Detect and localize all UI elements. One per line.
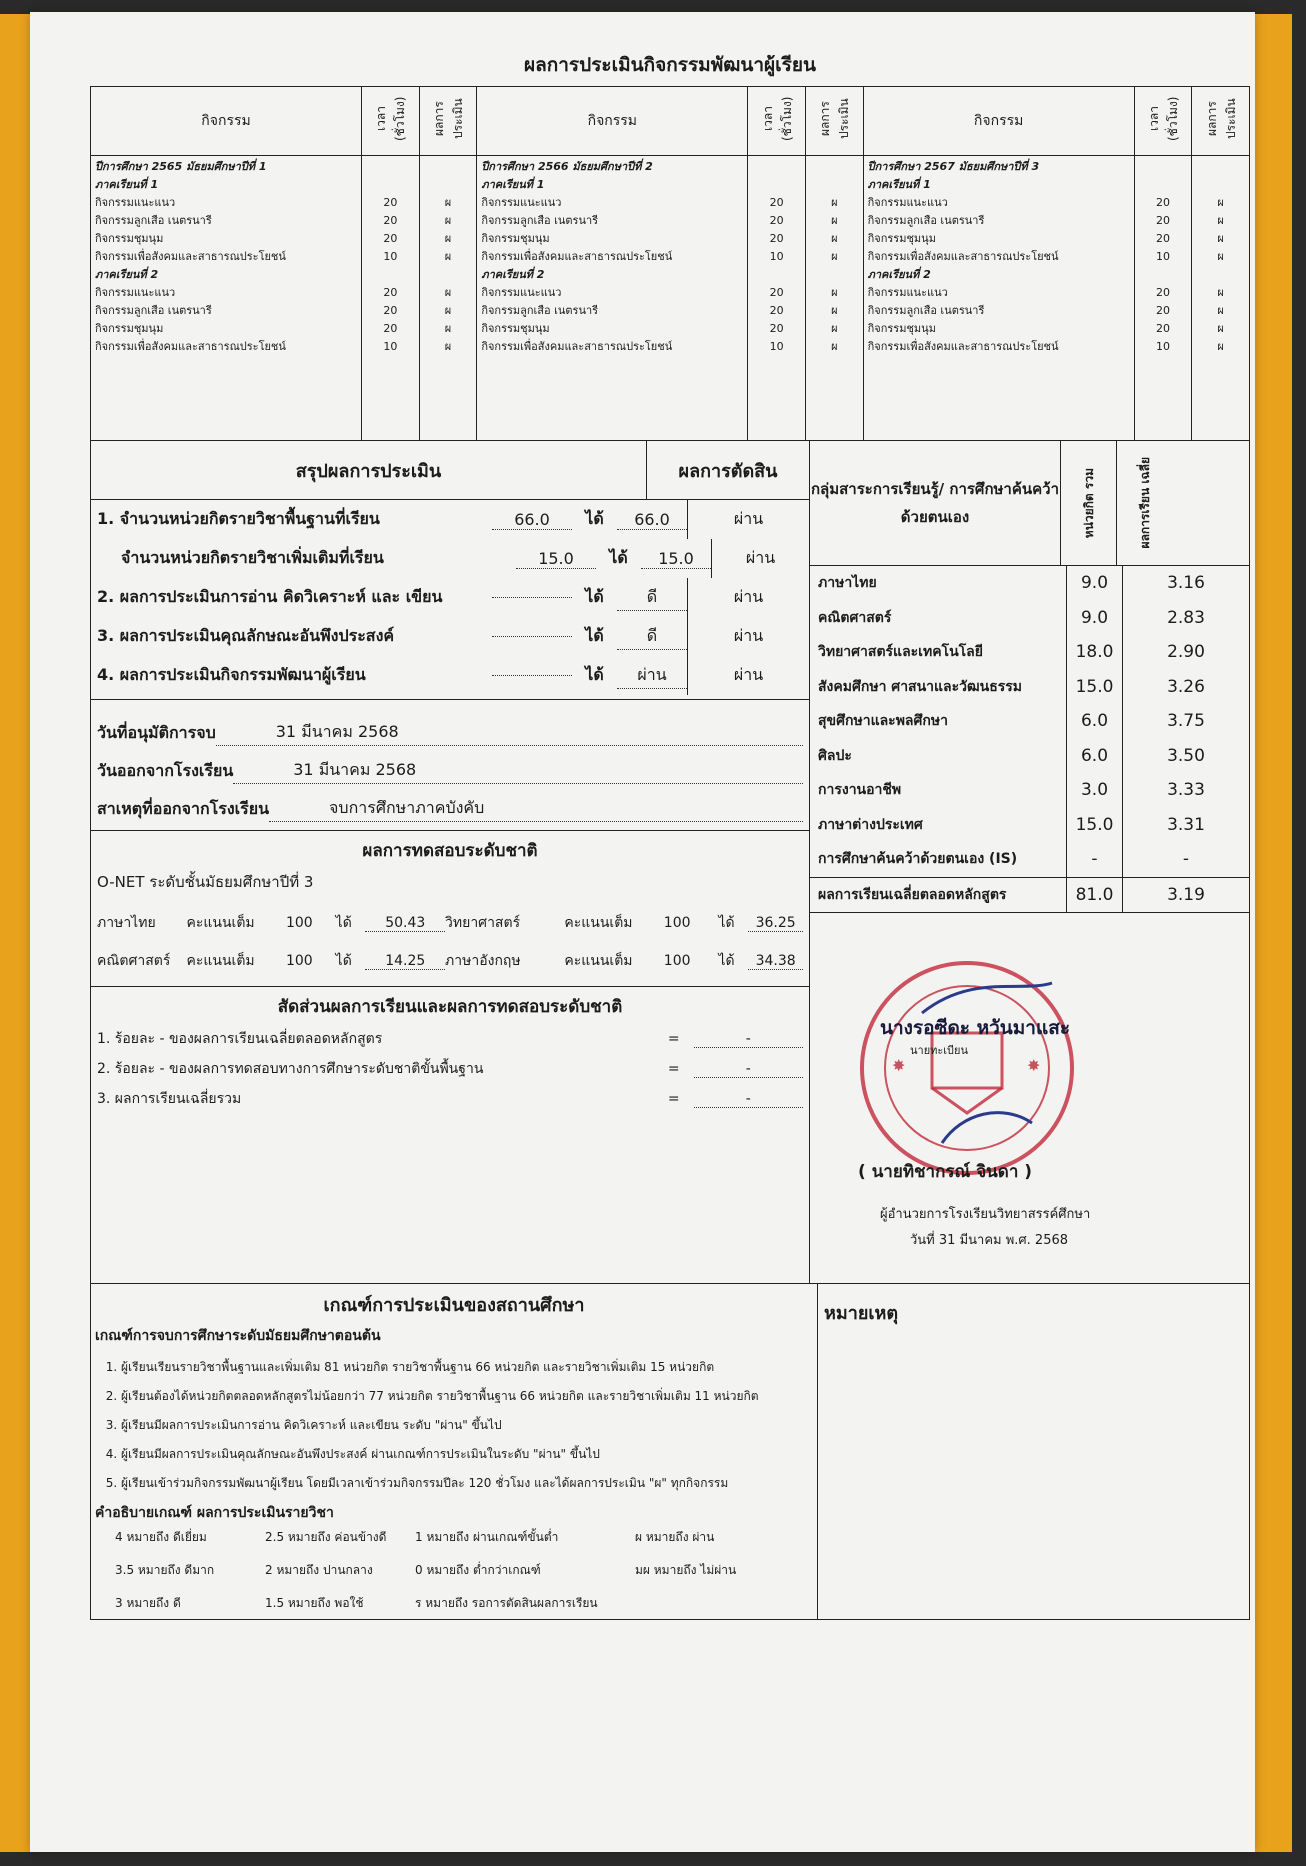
summary-decision: ผ่าน xyxy=(687,500,809,539)
year-heading: ปีการศึกษา 2566 มัธยมศึกษาปีที่ 2 xyxy=(481,160,653,173)
ratio-heading: สัดส่วนผลการเรียนและผลการทดสอบระดับชาติ xyxy=(277,997,623,1017)
activity-result: ผ xyxy=(1217,214,1224,227)
onet-full: คะแนนเต็ม xyxy=(186,915,255,931)
ratio-row xyxy=(97,1024,803,1054)
summary-value-2: 66.0 xyxy=(617,510,687,530)
activity-result: ผ xyxy=(831,322,838,335)
spacer xyxy=(1139,176,1188,194)
year-2565-results xyxy=(419,156,477,441)
spacer xyxy=(1196,266,1245,284)
activity-result: ผ xyxy=(1217,196,1224,209)
ratio-row xyxy=(97,1054,803,1084)
year-2566-names xyxy=(477,156,748,441)
onet-subtitle: O-NET ระดับชั้นมัธยมศึกษาปีที่ 3 xyxy=(97,873,314,891)
onet-row xyxy=(97,904,803,942)
summary-heading: สรุปผลการประเมิน xyxy=(91,441,647,499)
subject-grade: 3.33 xyxy=(1167,780,1205,801)
grade-row xyxy=(810,635,1249,670)
leave-reason-label: สาเหตุที่ออกจากโรงเรียน xyxy=(97,799,270,818)
activity-name: กิจกรรมชุมนุม xyxy=(95,232,164,245)
grade-total-row xyxy=(810,877,1249,914)
activity-result: ผ xyxy=(444,322,452,335)
svg-text:✸: ✸ xyxy=(892,1056,906,1075)
activity-hours: 20 xyxy=(383,196,398,209)
activity-name: กิจกรรมเพื่อสังคมและสาธารณประโยชน์ xyxy=(867,340,1059,353)
onet-row xyxy=(97,942,803,980)
summary-got: ได้ xyxy=(609,548,628,567)
legend-item: 3 หมายถึง ดี xyxy=(115,1596,181,1610)
activity-result: ผ xyxy=(831,214,838,227)
grade-row xyxy=(810,739,1249,774)
subject-name: คณิตศาสตร์ xyxy=(810,601,1067,636)
onet-s1: คณิตศาสตร์ xyxy=(97,953,171,969)
subject-name: การงานอาชีพ xyxy=(810,773,1067,808)
spacer xyxy=(366,266,415,284)
semester-label: ภาคเรียนที่ 1 xyxy=(95,178,159,191)
leave-date-value: 31 มีนาคม 2568 xyxy=(233,758,803,784)
legend-item: 2.5 หมายถึง ค่อนข้างดี xyxy=(265,1530,387,1544)
activity-name: กิจกรรมชุมนุม xyxy=(867,322,936,335)
summary-got: ได้ xyxy=(585,665,604,684)
summary-row xyxy=(91,617,809,656)
page-title: ผลการประเมินกิจกรรมพัฒนาผู้เรียน xyxy=(523,54,816,76)
leave-reason-value: จบการศึกษาภาคบังคับ xyxy=(269,796,803,822)
ratio-section xyxy=(91,986,809,1120)
onet-got: ได้ xyxy=(335,915,352,931)
director-name: ( นายทิชากรณ์ จินดา ) xyxy=(858,1162,1033,1182)
right-border xyxy=(1292,0,1306,1866)
criteria-item: 2. ผู้เรียนต้องได้หน่วยกิตตลอดหลักสูตรไม่น้อยกว่า 77 หน่วยกิต รายวิชาพื้นฐาน 66 หน่วยกิต และรายวิชาเพิ่มเติม 11 หน่วยกิต xyxy=(121,1382,813,1411)
activity-name: กิจกรรมแนะแนว xyxy=(867,196,948,209)
onet-g2: 36.25 xyxy=(748,915,803,932)
spacer xyxy=(810,266,859,284)
activity-name: กิจกรรมเพื่อสังคมและสาธารณประโยชน์ xyxy=(867,250,1059,263)
summary-row xyxy=(91,500,809,539)
activity-name: กิจกรรมแนะแนว xyxy=(481,196,562,209)
activity-hours: 20 xyxy=(769,214,784,227)
registrar-title: นายทะเบียน xyxy=(910,1044,969,1057)
col-result-2: ผลการประเมิน xyxy=(805,87,863,156)
subject-name: ศิลปะ xyxy=(810,739,1067,774)
director-title: ผู้อำนวยการโรงเรียนวิทยาสรรค์ศึกษา xyxy=(880,1207,1091,1222)
grade-total-credit: 81.0 xyxy=(1067,878,1123,913)
grade-total-label: ผลการเรียนเฉลี่ยตลอดหลักสูตร xyxy=(810,878,1067,913)
subject-credit: 6.0 xyxy=(1067,739,1123,774)
summary-value-2: 15.0 xyxy=(641,549,711,569)
col-time-3: เวลา (ชั่วโมง) xyxy=(1134,87,1192,156)
year-2566-results xyxy=(805,156,863,441)
grade-row xyxy=(810,566,1249,601)
subject-name: การศึกษาค้นคว้าด้วยตนเอง (IS) xyxy=(810,842,1067,877)
year-2565-names xyxy=(91,156,362,441)
semester-label: ภาคเรียนที่ 2 xyxy=(95,268,159,281)
summary-row xyxy=(91,578,809,617)
criteria-list xyxy=(95,1353,813,1498)
activity-name: กิจกรรมชุมนุม xyxy=(95,322,164,335)
summary-row xyxy=(91,656,809,695)
legend-item: 2 หมายถึง ปานกลาง xyxy=(265,1563,373,1577)
activity-name: กิจกรรมชุมนุม xyxy=(481,322,550,335)
activity-result: ผ xyxy=(444,304,452,317)
activity-hours: 20 xyxy=(383,232,398,245)
summary-got: ได้ xyxy=(585,509,604,528)
onet-g1: 14.25 xyxy=(365,953,445,970)
subject-grade: 2.83 xyxy=(1167,607,1205,628)
subject-name: ภาษาไทย xyxy=(810,566,1067,601)
onet-got: ได้ xyxy=(718,953,735,969)
leave-date-label: วันออกจากโรงเรียน xyxy=(97,761,234,780)
spacer xyxy=(1139,266,1188,284)
summary-decision: ผ่าน xyxy=(687,617,809,656)
year-2565-hours xyxy=(362,156,420,441)
grade-row xyxy=(810,773,1249,808)
spacer xyxy=(1196,158,1245,176)
subject-name: วิทยาศาสตร์และเทคโนโลยี xyxy=(810,635,1067,670)
legend-item: 1.5 หมายถึง พอใช้ xyxy=(265,1596,364,1610)
activity-result: ผ xyxy=(444,250,452,263)
activity-hours: 20 xyxy=(1155,196,1170,209)
grade-row xyxy=(810,601,1249,636)
grade-row xyxy=(810,704,1249,739)
activity-name: กิจกรรมลูกเสือ เนตรนารี xyxy=(95,304,212,317)
grades-column xyxy=(810,441,1249,1283)
subject-credit: 9.0 xyxy=(1067,601,1123,636)
legend-item xyxy=(635,1594,785,1613)
activity-name: กิจกรรมชุมนุม xyxy=(867,232,936,245)
activity-hours: 20 xyxy=(1155,286,1170,299)
subject-credit: 15.0 xyxy=(1067,670,1123,705)
activity-result: ผ xyxy=(1217,322,1224,335)
semester-label: ภาคเรียนที่ 2 xyxy=(867,268,931,281)
col-activity-3: กิจกรรม xyxy=(863,87,1134,156)
activity-hours: 20 xyxy=(1155,232,1170,245)
document-body xyxy=(90,50,1250,1620)
activity-hours: 20 xyxy=(769,196,784,209)
grade-row xyxy=(810,842,1249,877)
summary-label: 4. ผลการประเมินกิจกรรมพัฒนาผู้เรียน xyxy=(97,665,366,684)
activity-hours: 10 xyxy=(769,250,784,263)
activity-hours: 10 xyxy=(769,340,784,353)
credit-heading: หน่วยกิต รวม xyxy=(1061,441,1117,565)
criteria-item: 5. ผู้เรียนเข้าร่วมกิจกรรมพัฒนาผู้เรียน โดยมีเวลาเข้าร่วมกิจกรรมปีละ 120 ชั่วโมง และได้ผลการประเมิน "ผ" ทุกกิจกรรม xyxy=(121,1469,813,1498)
legend-item: มผ หมายถึง ไม่ผ่าน xyxy=(635,1563,737,1577)
activity-hours: 10 xyxy=(1155,250,1170,263)
year-2566-hours xyxy=(748,156,806,441)
activity-result: ผ xyxy=(1217,340,1224,353)
grade-row xyxy=(810,670,1249,705)
activity-result: ผ xyxy=(831,286,838,299)
activity-name: กิจกรรมชุมนุม xyxy=(481,232,550,245)
summary-value-2: ดี xyxy=(617,624,687,650)
ratio-text: 1. ร้อยละ - ของผลการเรียนเฉลี่ยตลอดหลักสูตร xyxy=(97,1031,383,1047)
criteria-left xyxy=(91,1284,818,1619)
summary-got: ได้ xyxy=(585,587,604,606)
col-activity-1: กิจกรรม xyxy=(91,87,362,156)
subject-credit: - xyxy=(1067,842,1123,877)
criteria-section xyxy=(90,1284,1250,1620)
ratio-row xyxy=(97,1084,803,1114)
activity-result: ผ xyxy=(444,196,452,209)
activity-hours: 20 xyxy=(383,286,398,299)
subject-credit: 3.0 xyxy=(1067,773,1123,808)
onet-f1: 100 xyxy=(285,953,313,969)
approve-date-label: วันที่อนุมัติการจบ xyxy=(97,723,216,742)
summary-value-1 xyxy=(492,675,572,676)
summary-rows xyxy=(91,500,809,699)
spacer xyxy=(424,158,473,176)
summary-row xyxy=(91,539,809,578)
onet-heading: ผลการทดสอบระดับชาติ xyxy=(362,841,538,861)
summary-decision: ผ่าน xyxy=(711,539,809,578)
subject-credit: 15.0 xyxy=(1067,808,1123,843)
school-seal xyxy=(852,953,1082,1183)
ratio-text: 3. ผลการเรียนเฉลี่ยรวม xyxy=(97,1091,242,1107)
subject-name: ภาษาต่างประเทศ xyxy=(810,808,1067,843)
spacer xyxy=(424,266,473,284)
activity-result: ผ xyxy=(831,304,838,317)
activity-name: กิจกรรมลูกเสือ เนตรนารี xyxy=(867,304,985,317)
registrar-name: นางรอซีดะ หวันมาแสะ xyxy=(880,1017,1071,1039)
activity-hours: 20 xyxy=(769,286,784,299)
activity-name: กิจกรรมเพื่อสังคมและสาธารณประโยชน์ xyxy=(481,250,673,263)
activity-result: ผ xyxy=(1217,232,1224,245)
activity-result: ผ xyxy=(1217,286,1224,299)
activity-result: ผ xyxy=(444,340,452,353)
activity-name: กิจกรรมเพื่อสังคมและสาธารณประโยชน์ xyxy=(481,340,673,353)
legend-item: 1 หมายถึง ผ่านเกณฑ์ขั้นต่ำ xyxy=(415,1530,559,1544)
summary-value-1 xyxy=(492,597,572,598)
col-result-1: ผลการประเมิน xyxy=(419,87,477,156)
onet-full: คะแนนเต็ม xyxy=(564,953,633,969)
subject-grade: 3.16 xyxy=(1167,573,1205,594)
activity-name: กิจกรรมลูกเสือ เนตรนารี xyxy=(481,304,599,317)
onet-f1: 100 xyxy=(285,915,313,931)
activity-hours: 10 xyxy=(383,250,398,263)
legend-item: 0 หมายถึง ต่ำกว่าเกณฑ์ xyxy=(415,1563,541,1577)
activity-result: ผ xyxy=(831,232,838,245)
legend-item: 4 หมายถึง ดีเยี่ยม xyxy=(115,1530,207,1544)
ratio-equals: = xyxy=(667,1061,680,1077)
bottom-border xyxy=(0,1852,1306,1866)
activity-result: ผ xyxy=(1217,250,1224,263)
grades-heading: กลุ่มสาระการเรียนรู้/ การศึกษาค้นคว้าด้วยตนเอง xyxy=(810,441,1061,565)
activity-table xyxy=(90,86,1250,441)
col-result-3: ผลการประเมิน xyxy=(1192,87,1250,156)
onet-rows xyxy=(97,904,803,980)
onet-s2: วิทยาศาสตร์ xyxy=(445,915,521,931)
decision-heading: ผลการตัดสิน xyxy=(678,460,778,482)
subject-grade: 3.26 xyxy=(1167,676,1205,697)
grade-row xyxy=(810,808,1249,843)
approve-date-row xyxy=(97,708,803,746)
grade-rows xyxy=(810,566,1249,877)
year-2567-hours xyxy=(1134,156,1192,441)
subject-grade: - xyxy=(1182,849,1190,870)
spacer xyxy=(366,158,415,176)
subject-name: สุขศึกษาและพลศึกษา xyxy=(810,704,1067,739)
summary-header xyxy=(91,441,809,500)
activity-hours: 20 xyxy=(769,232,784,245)
summary-column xyxy=(91,441,810,1283)
onet-section xyxy=(91,830,809,986)
legend-item: 3.5 หมายถึง ดีมาก xyxy=(115,1563,215,1577)
legend-item: ร หมายถึง รอการตัดสินผลการเรียน xyxy=(415,1596,598,1610)
summary-decision: ผ่าน xyxy=(687,578,809,617)
year-heading: ปีการศึกษา 2565 มัธยมศึกษาปีที่ 1 xyxy=(95,160,267,173)
onet-f2: 100 xyxy=(663,953,691,969)
spacer xyxy=(810,158,859,176)
ratio-equals: = xyxy=(667,1031,680,1047)
activity-hours: 20 xyxy=(383,304,398,317)
activity-result: ผ xyxy=(444,232,452,245)
subject-grade: 2.90 xyxy=(1167,642,1205,663)
summary-value-1: 15.0 xyxy=(516,549,596,569)
onet-g2: 34.38 xyxy=(748,953,803,970)
spacer xyxy=(810,176,859,194)
activity-result: ผ xyxy=(831,250,838,263)
summary-decision: ผ่าน xyxy=(687,656,809,695)
signature-date: วันที่ 31 มีนาคม พ.ศ. 2568 xyxy=(910,1233,1069,1248)
activity-hours: 20 xyxy=(383,322,398,335)
grade-legend xyxy=(95,1528,813,1613)
remarks-box xyxy=(818,1284,1249,1619)
activity-name: กิจกรรมลูกเสือ เนตรนารี xyxy=(95,214,212,227)
summary-label: จำนวนหน่วยกิตรายวิชาเพิ่มเติมที่เรียน xyxy=(121,548,384,567)
summary-label: 2. ผลการประเมินการอ่าน คิดวิเคราะห์ และ เขียน xyxy=(97,587,443,606)
onet-s2: ภาษาอังกฤษ xyxy=(445,953,521,969)
year-2567-results xyxy=(1192,156,1250,441)
criteria-item: 3. ผู้เรียนมีผลการประเมินการอ่าน คิดวิเคราะห์ และเขียน ระดับ "ผ่าน" ขึ้นไป xyxy=(121,1411,813,1440)
criteria-item: 1. ผู้เรียนเรียนรายวิชาพื้นฐานและเพิ่มเติม 81 หน่วยกิต รายวิชาพื้นฐาน 66 หน่วยกิต และรายวิชาเพิ่มเติม 15 หน่วยกิต xyxy=(121,1353,813,1382)
spacer xyxy=(366,176,415,194)
spacer xyxy=(752,158,801,176)
col-time-2: เวลา (ชั่วโมง) xyxy=(748,87,806,156)
activity-name: กิจกรรมลูกเสือ เนตรนารี xyxy=(481,214,599,227)
activity-hours: 20 xyxy=(383,214,398,227)
subject-credit: 6.0 xyxy=(1067,704,1123,739)
subject-grade: 3.50 xyxy=(1167,745,1205,766)
document-paper xyxy=(30,12,1255,1852)
ratio-value: - xyxy=(694,1061,803,1078)
summary-got: ได้ xyxy=(585,626,604,645)
activity-name: กิจกรรมแนะแนว xyxy=(867,286,948,299)
criteria-item: 4. ผู้เรียนมีผลการประเมินคุณลักษณะอันพึงประสงค์ ผ่านเกณฑ์การประเมินในระดับ "ผ่าน" ขึ้นไป xyxy=(121,1440,813,1469)
semester-label: ภาคเรียนที่ 1 xyxy=(481,178,545,191)
activity-hours: 20 xyxy=(1155,322,1170,335)
summary-value-2: ดี xyxy=(617,585,687,611)
dates-section xyxy=(91,699,809,830)
summary-label: 1. จำนวนหน่วยกิตรายวิชาพื้นฐานที่เรียน xyxy=(97,509,380,528)
activity-name: กิจกรรมลูกเสือ เนตรนารี xyxy=(867,214,985,227)
year-2567-names xyxy=(863,156,1134,441)
onet-g1: 50.43 xyxy=(365,915,445,932)
semester-label: ภาคเรียนที่ 1 xyxy=(867,178,931,191)
leave-reason-row xyxy=(97,784,803,822)
activity-hours: 20 xyxy=(769,304,784,317)
activity-name: กิจกรรมเพื่อสังคมและสาธารณประโยชน์ xyxy=(95,250,286,263)
spacer xyxy=(424,176,473,194)
approve-date-value: 31 มีนาคม 2568 xyxy=(216,720,803,746)
spacer xyxy=(1139,158,1188,176)
ratio-value: - xyxy=(694,1091,803,1108)
activity-result: ผ xyxy=(831,340,838,353)
onet-full: คะแนนเต็ม xyxy=(564,915,633,931)
onet-s1: ภาษาไทย xyxy=(97,915,156,931)
grade-heading: ผลการเรียน เฉลี่ย xyxy=(1138,457,1152,549)
spacer xyxy=(1196,176,1245,194)
subject-grade: 3.31 xyxy=(1167,814,1205,835)
grades-header xyxy=(810,441,1249,566)
onet-got: ได้ xyxy=(335,953,352,969)
legend-item: ผ หมายถึง ผ่าน xyxy=(635,1530,715,1544)
criteria-heading: เกณฑ์การประเมินของสถานศึกษา xyxy=(323,1295,585,1316)
grade-total-grade: 3.19 xyxy=(1167,884,1205,905)
activity-hours: 20 xyxy=(769,322,784,335)
activity-result: ผ xyxy=(444,286,452,299)
semester-label: ภาคเรียนที่ 2 xyxy=(481,268,545,281)
activity-name: กิจกรรมเพื่อสังคมและสาธารณประโยชน์ xyxy=(95,340,286,353)
svg-text:✸: ✸ xyxy=(1027,1056,1041,1075)
col-time-1: เวลา (ชั่วโมง) xyxy=(362,87,420,156)
onet-f2: 100 xyxy=(663,915,691,931)
summary-value-1: 66.0 xyxy=(492,510,572,530)
col-activity-2: กิจกรรม xyxy=(477,87,748,156)
legend-heading: คำอธิบายเกณฑ์ ผลการประเมินรายวิชา xyxy=(95,1505,334,1521)
criteria-subheading: เกณฑ์การจบการศึกษาระดับมัธยมศึกษาตอนต้น xyxy=(95,1328,381,1344)
year-heading: ปีการศึกษา 2567 มัธยมศึกษาปีที่ 3 xyxy=(867,160,1040,173)
activity-hours: 20 xyxy=(1155,214,1170,227)
activity-name: กิจกรรมแนะแนว xyxy=(481,286,562,299)
ratio-value: - xyxy=(694,1031,803,1048)
ratio-text: 2. ร้อยละ - ของผลการทดสอบทางการศึกษาระดับชาติขั้นพื้นฐาน xyxy=(97,1061,484,1077)
summary-value-1 xyxy=(492,636,572,637)
leave-date-row xyxy=(97,746,803,784)
spacer xyxy=(752,176,801,194)
subject-grade: 3.75 xyxy=(1167,711,1205,732)
activity-result: ผ xyxy=(1217,304,1224,317)
subject-name: สังคมศึกษา ศาสนาและวัฒนธรรม xyxy=(810,670,1067,705)
activity-hours: 20 xyxy=(1155,304,1170,317)
spacer xyxy=(752,266,801,284)
middle-section xyxy=(90,441,1250,1284)
subject-credit: 9.0 xyxy=(1067,566,1123,601)
activity-result: ผ xyxy=(444,214,452,227)
ratio-equals: = xyxy=(667,1091,680,1107)
summary-value-2: ผ่าน xyxy=(617,663,687,689)
activity-hours: 10 xyxy=(1155,340,1170,353)
remarks-label: หมายเหตุ xyxy=(824,1303,899,1324)
activity-result: ผ xyxy=(831,196,838,209)
activity-hours: 10 xyxy=(383,340,398,353)
activity-name: กิจกรรมแนะแนว xyxy=(95,196,176,209)
summary-label: 3. ผลการประเมินคุณลักษณะอันพึงประสงค์ xyxy=(97,626,395,645)
subject-credit: 18.0 xyxy=(1067,635,1123,670)
onet-full: คะแนนเต็ม xyxy=(186,953,255,969)
onet-got: ได้ xyxy=(718,915,735,931)
activity-name: กิจกรรมแนะแนว xyxy=(95,286,176,299)
signature-box xyxy=(810,913,1249,1283)
ratio-rows xyxy=(97,1024,803,1114)
